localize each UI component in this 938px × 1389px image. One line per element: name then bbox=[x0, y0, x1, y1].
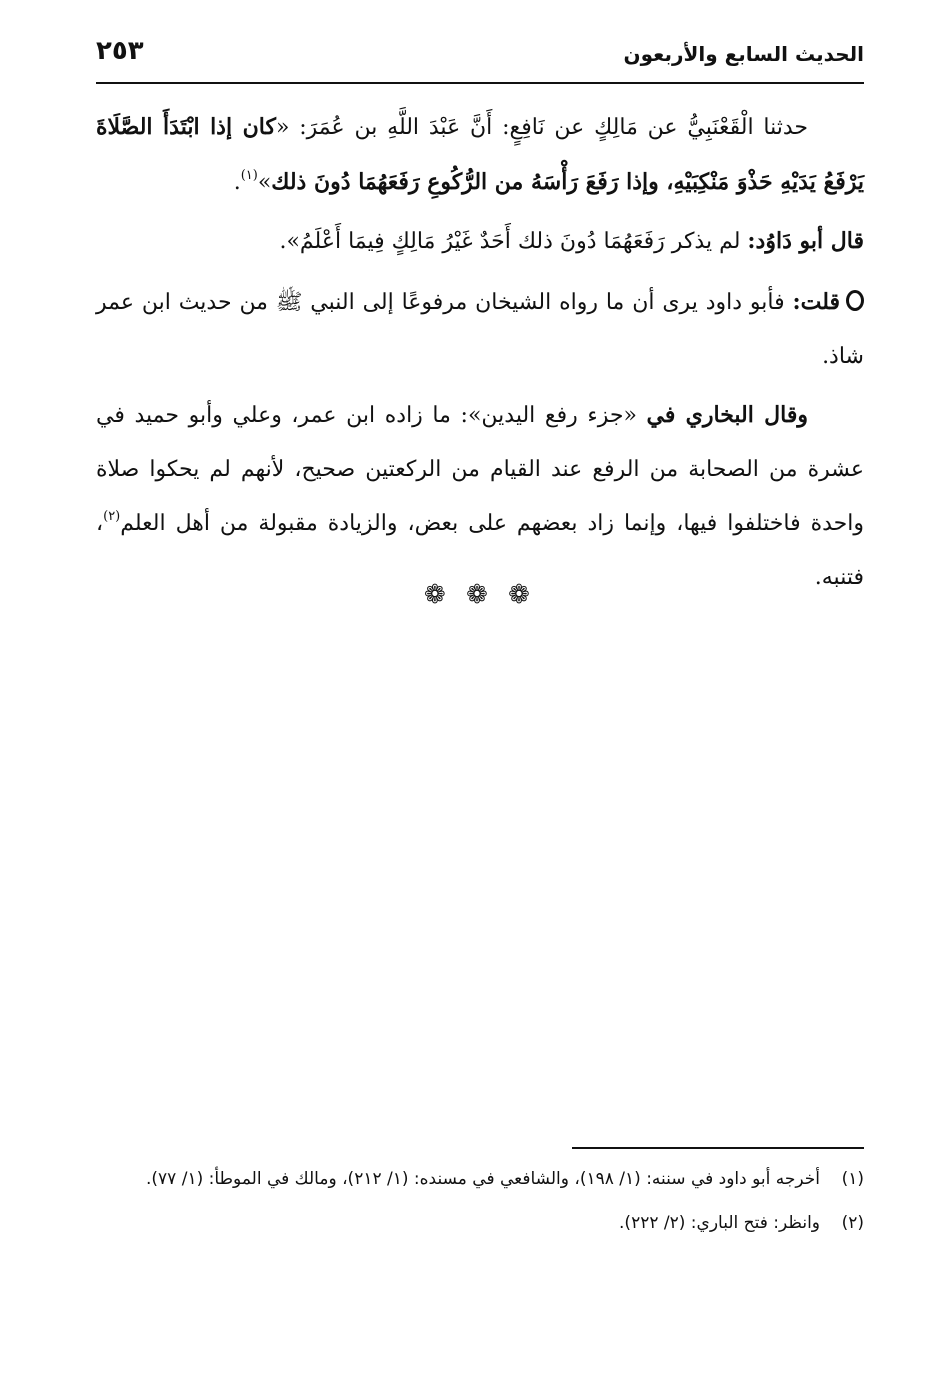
footnote-marker: (١) bbox=[841, 1169, 864, 1189]
bukhari-text-end: ، فتنبه. bbox=[96, 511, 864, 590]
paragraph-abu-dawud bbox=[96, 214, 864, 269]
footnote-marker: (٢) bbox=[841, 1213, 864, 1233]
isnad-text: حدثنا الْقَعْنَبِيُّ عن مَالِكٍ عن نَافِعٍ: أَنَّ عَبْدَ اللَّهِ بن عُمَرَ: « bbox=[275, 115, 808, 140]
footnote-text: وانظر: فتح الباري: (٢/ ٢٢٢). bbox=[619, 1213, 820, 1233]
footnote-text: أخرجه أبو داود في سننه: (١/ ١٩٨)، والشافعي في مسنده: (١/ ٢١٢)، ومالك في الموطأ: (١/ ٧٧). bbox=[145, 1169, 820, 1189]
abu-dawud-text: لم يذكر رَفَعَهُمَا دُونَ ذلك أَحَدٌ غَيْرُ مَالِكٍ فِيمَا أَعْلَمُ». bbox=[279, 229, 748, 254]
chapter-title: الحديث السابع والأربعون bbox=[623, 42, 864, 66]
circle-bullet-icon bbox=[846, 290, 864, 311]
page-number: ٢٥٣ bbox=[96, 36, 144, 66]
running-header bbox=[96, 34, 864, 78]
footnotes bbox=[96, 1160, 864, 1242]
hadith-text: كان إذا ابْتَدَأَ الصَّلَاةَ يَرْفَعُ يَدَيْهِ حَذْوَ مَنْكِبَيْهِ، وإذا رَفَعَ رَأْسَهُ من الرُّكُوعِ رَفَعَهُمَا دُونَ ذلك bbox=[96, 114, 864, 195]
footnote-2 bbox=[96, 1204, 864, 1242]
main-text bbox=[96, 100, 864, 605]
footnote-ref-1: (١) bbox=[240, 168, 258, 183]
section-separator-ornament: ❁ ❁ ❁ bbox=[424, 580, 536, 610]
footnote-rule bbox=[572, 1147, 864, 1149]
commentary-text: فأبو داود يرى أن ما رواه الشيخان مرفوعًا إلى النبي ﷺ من حديث ابن عمر شاذ. bbox=[96, 290, 864, 369]
paragraph-hadith-chain bbox=[96, 100, 864, 210]
footnote-ref-2: (٢) bbox=[103, 509, 121, 524]
footnote-1 bbox=[96, 1160, 864, 1198]
abu-dawud-label: قال أبو دَاوُد: bbox=[747, 228, 864, 254]
header-rule bbox=[96, 82, 864, 84]
bukhari-label: وقال البخاري في bbox=[646, 402, 808, 428]
sentence-end: . bbox=[233, 170, 241, 195]
paragraph-commentary bbox=[96, 275, 864, 384]
bukhari-text: «جزء رفع اليدين»: ما زاده ابن عمر، وعلي وأبو حميد في عشرة من الصحابة من الرفع عند القيام من الركعتين صحيح، لأنهم لم يحكوا صلاة واحدة فاختلفوا فيها، وإنما زاد بعضهم على بعض، والزيادة مقبولة من أهل العلم bbox=[96, 403, 864, 536]
commentary-label: قلت: bbox=[792, 289, 840, 315]
quote-close: » bbox=[257, 170, 272, 195]
paragraph-bukhari bbox=[96, 388, 864, 605]
